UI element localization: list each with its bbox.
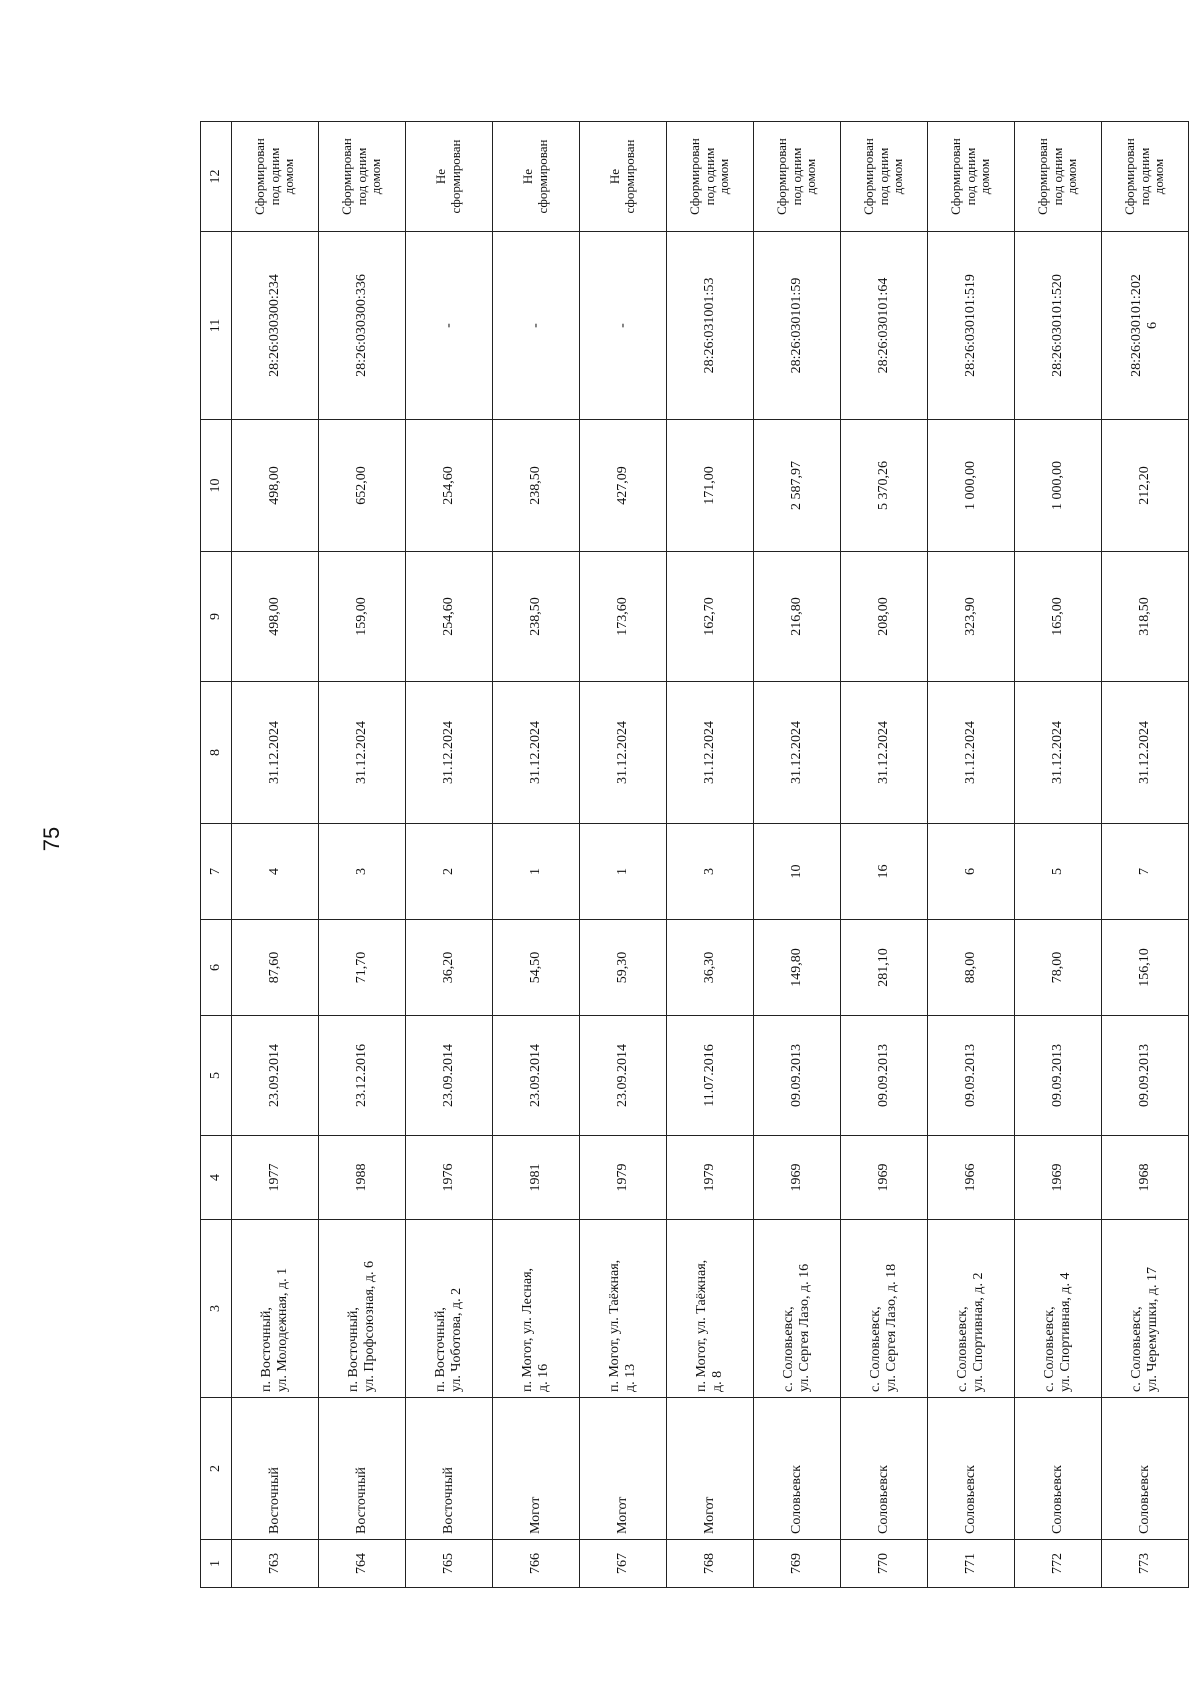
relocation-deadline-cell: 31.12.2024 bbox=[667, 682, 754, 824]
plot-status-cell: Сформирован под одним домом bbox=[754, 122, 841, 232]
living-area-cell: 36,30 bbox=[667, 920, 754, 1016]
recognition-date-cell: 09.09.2013 bbox=[1102, 1016, 1189, 1136]
table-row bbox=[928, 122, 1015, 1588]
living-area-cell: 54,50 bbox=[493, 920, 580, 1016]
table-row bbox=[841, 122, 928, 1588]
area-value-cell: 238,50 bbox=[493, 552, 580, 682]
plot-status-cell: Не сформирован bbox=[580, 122, 667, 232]
address-cell: п. Восточный, ул. Чоботова, д. 2 bbox=[406, 1220, 493, 1398]
page-number: 75 bbox=[39, 826, 64, 852]
living-area-cell: 59,30 bbox=[580, 920, 667, 1016]
address-cell: п. Могот, ул. Таёжная, д. 13 bbox=[580, 1220, 667, 1398]
cadastral-number-cell: 28:26:031001:53 bbox=[667, 232, 754, 420]
build-year-cell: 1981 bbox=[493, 1136, 580, 1220]
build-year-cell: 1969 bbox=[1015, 1136, 1102, 1220]
table-row bbox=[493, 122, 580, 1588]
record-number-cell: 770 bbox=[841, 1540, 928, 1588]
settlement-name-cell: Могот bbox=[667, 1398, 754, 1540]
cadastral-number-cell: 28:26:030300:336 bbox=[319, 232, 406, 420]
col-header-5: 5 bbox=[201, 1016, 232, 1136]
build-year-cell: 1977 bbox=[232, 1136, 319, 1220]
address-cell: п. Восточный, ул. Профсоюзная, д. 6 bbox=[319, 1220, 406, 1398]
living-area-cell: 149,80 bbox=[754, 920, 841, 1016]
record-number-cell: 771 bbox=[928, 1540, 1015, 1588]
relocation-deadline-cell: 31.12.2024 bbox=[406, 682, 493, 824]
build-year-cell: 1976 bbox=[406, 1136, 493, 1220]
living-area-cell: 281,10 bbox=[841, 920, 928, 1016]
cadastral-number-cell: 28:26:030101:64 bbox=[841, 232, 928, 420]
recognition-date-cell: 09.09.2013 bbox=[754, 1016, 841, 1136]
residents-count-cell: 5 bbox=[1015, 824, 1102, 920]
col-header-4: 4 bbox=[201, 1136, 232, 1220]
recognition-date-cell: 23.12.2016 bbox=[319, 1016, 406, 1136]
record-number-cell: 764 bbox=[319, 1540, 406, 1588]
relocation-deadline-cell: 31.12.2024 bbox=[1102, 682, 1189, 824]
relocation-deadline-cell: 31.12.2024 bbox=[232, 682, 319, 824]
residents-count-cell: 7 bbox=[1102, 824, 1189, 920]
table-row bbox=[232, 122, 319, 1588]
record-number-cell: 773 bbox=[1102, 1540, 1189, 1588]
table-row bbox=[319, 122, 406, 1588]
area-value-cell: 159,00 bbox=[319, 552, 406, 682]
cadastral-number-cell: - bbox=[406, 232, 493, 420]
residents-count-cell: 6 bbox=[928, 824, 1015, 920]
cadastral-number-cell: - bbox=[580, 232, 667, 420]
header-row bbox=[201, 122, 232, 1588]
land-plot-area-cell: 238,50 bbox=[493, 420, 580, 552]
plot-status-cell: Сформирован под одним домом bbox=[667, 122, 754, 232]
table-row bbox=[580, 122, 667, 1588]
table-row bbox=[1102, 122, 1189, 1588]
area-value-cell: 173,60 bbox=[580, 552, 667, 682]
relocation-deadline-cell: 31.12.2024 bbox=[493, 682, 580, 824]
relocation-deadline-cell: 31.12.2024 bbox=[580, 682, 667, 824]
residents-count-cell: 10 bbox=[754, 824, 841, 920]
record-number-cell: 763 bbox=[232, 1540, 319, 1588]
address-cell: с. Соловьевск, ул. Спортивная, д. 4 bbox=[1015, 1220, 1102, 1398]
land-plot-area-cell: 254,60 bbox=[406, 420, 493, 552]
area-value-cell: 216,80 bbox=[754, 552, 841, 682]
col-header-1: 1 bbox=[201, 1540, 232, 1588]
land-plot-area-cell: 498,00 bbox=[232, 420, 319, 552]
settlement-name-cell: Могот bbox=[493, 1398, 580, 1540]
address-cell: п. Могот, ул. Лесная, д. 16 bbox=[493, 1220, 580, 1398]
settlement-name-cell: Соловьевск bbox=[1015, 1398, 1102, 1540]
settlement-name-cell: Соловьевск bbox=[841, 1398, 928, 1540]
living-area-cell: 87,60 bbox=[232, 920, 319, 1016]
build-year-cell: 1988 bbox=[319, 1136, 406, 1220]
area-value-cell: 162,70 bbox=[667, 552, 754, 682]
settlement-name-cell: Восточный bbox=[319, 1398, 406, 1540]
settlement-name-cell: Восточный bbox=[232, 1398, 319, 1540]
build-year-cell: 1969 bbox=[754, 1136, 841, 1220]
residents-count-cell: 3 bbox=[667, 824, 754, 920]
living-area-cell: 71,70 bbox=[319, 920, 406, 1016]
area-value-cell: 318,50 bbox=[1102, 552, 1189, 682]
col-header-11: 11 bbox=[201, 232, 232, 420]
col-header-10: 10 bbox=[201, 420, 232, 552]
table-row bbox=[406, 122, 493, 1588]
build-year-cell: 1969 bbox=[841, 1136, 928, 1220]
build-year-cell: 1979 bbox=[580, 1136, 667, 1220]
land-plot-area-cell: 1 000,00 bbox=[1015, 420, 1102, 552]
recognition-date-cell: 09.09.2013 bbox=[928, 1016, 1015, 1136]
plot-status-cell: Сформирован под одним домом bbox=[1015, 122, 1102, 232]
land-plot-area-cell: 171,00 bbox=[667, 420, 754, 552]
cadastral-number-cell: 28:26:030300:234 bbox=[232, 232, 319, 420]
col-header-9: 9 bbox=[201, 552, 232, 682]
build-year-cell: 1968 bbox=[1102, 1136, 1189, 1220]
record-number-cell: 768 bbox=[667, 1540, 754, 1588]
recognition-date-cell: 23.09.2014 bbox=[406, 1016, 493, 1136]
col-header-3: 3 bbox=[201, 1220, 232, 1398]
housing-table bbox=[200, 121, 1189, 1588]
address-cell: с. Соловьевск, ул. Спортивная, д. 2 bbox=[928, 1220, 1015, 1398]
land-plot-area-cell: 5 370,26 bbox=[841, 420, 928, 552]
record-number-cell: 772 bbox=[1015, 1540, 1102, 1588]
settlement-name-cell: Соловьевск bbox=[754, 1398, 841, 1540]
plot-status-cell: Не сформирован bbox=[493, 122, 580, 232]
settlement-name-cell: Восточный bbox=[406, 1398, 493, 1540]
area-value-cell: 498,00 bbox=[232, 552, 319, 682]
residents-count-cell: 2 bbox=[406, 824, 493, 920]
col-header-7: 7 bbox=[201, 824, 232, 920]
table-row bbox=[1015, 122, 1102, 1588]
col-header-2: 2 bbox=[201, 1398, 232, 1540]
cadastral-number-cell: 28:26:030101:520 bbox=[1015, 232, 1102, 420]
address-cell: п. Восточный, ул. Молодежная, д. 1 bbox=[232, 1220, 319, 1398]
land-plot-area-cell: 1 000,00 bbox=[928, 420, 1015, 552]
cadastral-number-cell: 28:26:030101:519 bbox=[928, 232, 1015, 420]
record-number-cell: 765 bbox=[406, 1540, 493, 1588]
settlement-name-cell: Соловьевск bbox=[928, 1398, 1015, 1540]
residents-count-cell: 3 bbox=[319, 824, 406, 920]
record-number-cell: 767 bbox=[580, 1540, 667, 1588]
address-cell: п. Могот, ул. Таёжная, д. 8 bbox=[667, 1220, 754, 1398]
settlement-name-cell: Соловьевск bbox=[1102, 1398, 1189, 1540]
col-header-6: 6 bbox=[201, 920, 232, 1016]
living-area-cell: 156,10 bbox=[1102, 920, 1189, 1016]
area-value-cell: 208,00 bbox=[841, 552, 928, 682]
residents-count-cell: 16 bbox=[841, 824, 928, 920]
address-cell: с. Соловьевск, ул. Сергея Лазо, д. 16 bbox=[754, 1220, 841, 1398]
plot-status-cell: Сформирован под одним домом bbox=[232, 122, 319, 232]
residents-count-cell: 4 bbox=[232, 824, 319, 920]
plot-status-cell: Не сформирован bbox=[406, 122, 493, 232]
area-value-cell: 254,60 bbox=[406, 552, 493, 682]
recognition-date-cell: 09.09.2013 bbox=[841, 1016, 928, 1136]
recognition-date-cell: 11.07.2016 bbox=[667, 1016, 754, 1136]
plot-status-cell: Сформирован под одним домом bbox=[1102, 122, 1189, 232]
recognition-date-cell: 23.09.2014 bbox=[232, 1016, 319, 1136]
living-area-cell: 88,00 bbox=[928, 920, 1015, 1016]
table-row bbox=[667, 122, 754, 1588]
recognition-date-cell: 23.09.2014 bbox=[493, 1016, 580, 1136]
area-value-cell: 323,90 bbox=[928, 552, 1015, 682]
plot-status-cell: Сформирован под одним домом bbox=[928, 122, 1015, 232]
recognition-date-cell: 23.09.2014 bbox=[580, 1016, 667, 1136]
land-plot-area-cell: 652,00 bbox=[319, 420, 406, 552]
col-header-12: 12 bbox=[201, 122, 232, 232]
land-plot-area-cell: 212,20 bbox=[1102, 420, 1189, 552]
record-number-cell: 766 bbox=[493, 1540, 580, 1588]
plot-status-cell: Сформирован под одним домом bbox=[841, 122, 928, 232]
relocation-deadline-cell: 31.12.2024 bbox=[754, 682, 841, 824]
address-cell: с. Соловьевск, ул. Черемушки, д. 17 bbox=[1102, 1220, 1189, 1398]
col-header-8: 8 bbox=[201, 682, 232, 824]
recognition-date-cell: 09.09.2013 bbox=[1015, 1016, 1102, 1136]
relocation-deadline-cell: 31.12.2024 bbox=[319, 682, 406, 824]
relocation-deadline-cell: 31.12.2024 bbox=[1015, 682, 1102, 824]
rotated-table-container bbox=[200, 122, 1167, 1588]
land-plot-area-cell: 427,09 bbox=[580, 420, 667, 552]
table-row bbox=[754, 122, 841, 1588]
living-area-cell: 78,00 bbox=[1015, 920, 1102, 1016]
build-year-cell: 1979 bbox=[667, 1136, 754, 1220]
land-plot-area-cell: 2 587,97 bbox=[754, 420, 841, 552]
living-area-cell: 36,20 bbox=[406, 920, 493, 1016]
settlement-name-cell: Могот bbox=[580, 1398, 667, 1540]
cadastral-number-cell: 28:26:030101:202 6 bbox=[1102, 232, 1189, 420]
address-cell: с. Соловьевск, ул. Сергея Лазо, д. 18 bbox=[841, 1220, 928, 1398]
cadastral-number-cell: 28:26:030101:59 bbox=[754, 232, 841, 420]
cadastral-number-cell: - bbox=[493, 232, 580, 420]
record-number-cell: 769 bbox=[754, 1540, 841, 1588]
residents-count-cell: 1 bbox=[493, 824, 580, 920]
residents-count-cell: 1 bbox=[580, 824, 667, 920]
relocation-deadline-cell: 31.12.2024 bbox=[928, 682, 1015, 824]
area-value-cell: 165,00 bbox=[1015, 552, 1102, 682]
plot-status-cell: Сформирован под одним домом bbox=[319, 122, 406, 232]
relocation-deadline-cell: 31.12.2024 bbox=[841, 682, 928, 824]
table-body bbox=[232, 122, 1189, 1588]
build-year-cell: 1966 bbox=[928, 1136, 1015, 1220]
